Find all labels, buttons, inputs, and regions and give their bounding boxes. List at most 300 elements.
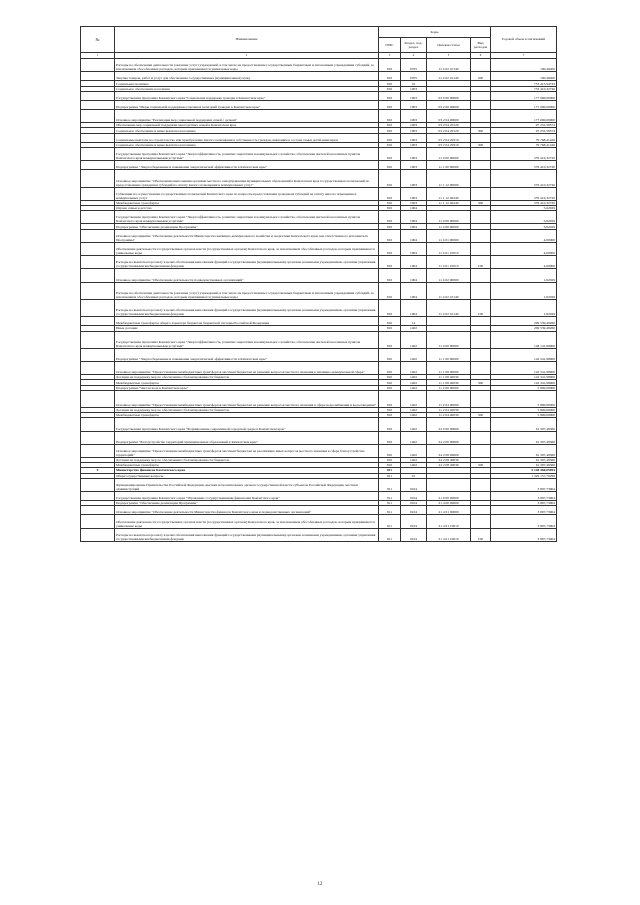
row-sum-cell: 61 397,49360 <box>491 458 557 463</box>
row-grbs-cell: 810 <box>379 81 401 86</box>
row-num-cell: 9 <box>81 468 115 473</box>
row-grbs-cell: 811 <box>379 478 401 491</box>
row-name-cell: Основное мероприятие "Предоставление межбюджетных трансфертов местным бюджетам на реализацию иных вопросов местного значения в сфере благоустройства территорий" <box>115 444 379 457</box>
row-num-cell <box>81 515 115 528</box>
table-row <box>81 72 557 81</box>
row-vid-cell: 500 <box>471 200 491 205</box>
row-sum-cell: 209 539,48260 <box>491 326 557 331</box>
row-grbs-cell: 810 <box>379 385 401 390</box>
row-grbs-cell: 811 <box>379 515 401 528</box>
table-row <box>81 282 557 299</box>
row-razdel-cell: 0705 <box>401 72 427 81</box>
table-row <box>81 491 557 500</box>
row-num-cell <box>81 187 115 200</box>
table-row <box>81 59 557 72</box>
row-vid-cell: 100 <box>471 256 491 269</box>
row-razdel-cell: 1402 <box>401 326 427 331</box>
row-num-cell <box>81 348 115 361</box>
table-row <box>81 161 557 170</box>
row-target-cell <box>427 317 471 326</box>
header-sum: Годовой объем ассигнований <box>491 27 557 53</box>
row-vid-cell <box>471 418 491 431</box>
row-target-cell: 21 4 01 10010 <box>427 515 471 528</box>
table-row <box>81 133 557 142</box>
row-target-cell: 11 0 00 00000 <box>427 211 471 224</box>
row-name-cell: Подпрограмма "Обеспечение реализации Программы" <box>115 224 379 229</box>
row-name-cell: Основное мероприятие "Обеспечение деятельности подведомственных организаций" <box>115 269 379 282</box>
row-name-cell: Субвенции на осуществление государственных полномочий Камчатского края по вопросам предоставления гражданам субсидий на оплату жилого помещения и коммунальных услуг <box>115 187 379 200</box>
row-target-cell: 11 2 04 00000 <box>427 390 471 407</box>
row-razdel-cell: 1004 <box>401 256 427 269</box>
row-target-cell: 21 4 01 00000 <box>427 506 471 515</box>
row-vid-cell <box>471 91 491 100</box>
row-grbs-cell: 810 <box>379 463 401 468</box>
colnum-4: 4 <box>401 53 427 59</box>
row-name-cell: Межбюджетные трансферты <box>115 200 379 205</box>
row-num-cell <box>81 431 115 444</box>
row-name-cell: Дотации на поддержку мер по обеспечению сбалансированности бюджетов <box>115 458 379 463</box>
row-num-cell <box>81 299 115 316</box>
row-name-cell: Дотации на поддержку мер по обеспечению сбалансированности бюджетов <box>115 375 379 380</box>
row-razdel-cell: 0104 <box>401 501 427 506</box>
row-sum-cell: 5 800,00000 <box>491 413 557 418</box>
colnum-6: 6 <box>471 53 491 59</box>
row-razdel-cell: 1004 <box>401 282 427 299</box>
row-grbs-cell: 810 <box>379 418 401 431</box>
row-target-cell: 11 4 02 00000 <box>427 269 471 282</box>
row-target-cell: 03 0 00 00000 <box>427 91 471 100</box>
row-sum-cell: 5,62029 <box>491 224 557 229</box>
row-vid-cell: 500 <box>471 380 491 385</box>
table-row <box>81 256 557 269</box>
row-razdel-cell: 1003 <box>401 91 427 100</box>
table-row <box>81 187 557 200</box>
row-name-cell: Подпрограмма "Меры социальной поддержки отдельных категорий граждан в Камчатском крае" <box>115 100 379 109</box>
budget-table <box>80 26 557 542</box>
row-num-cell <box>81 478 115 491</box>
row-target-cell: 11 1 08 40030 <box>427 375 471 380</box>
row-name-cell: Подпрограмма "Благоустройство территорий муниципальных образований в Камчатском крае" <box>115 431 379 444</box>
row-grbs-cell: 810 <box>379 362 401 375</box>
row-grbs-cell: 810 <box>379 133 401 142</box>
row-vid-cell <box>471 187 491 200</box>
row-vid-cell <box>471 147 491 160</box>
row-target-cell: 03 2 04 20120 <box>427 123 471 128</box>
row-num-cell <box>81 91 115 100</box>
row-grbs-cell: 811 <box>379 468 401 473</box>
row-sum-cell: 142 341,98900 <box>491 375 557 380</box>
row-vid-cell: 500 <box>471 463 491 468</box>
row-num-cell <box>81 211 115 224</box>
row-sum-cell: 190,49400 <box>491 59 557 72</box>
row-razdel-cell: 14 <box>401 317 427 326</box>
row-num-cell <box>81 331 115 348</box>
row-sum-cell: 148 141,98900 <box>491 331 557 348</box>
row-razdel-cell: 1402 <box>401 348 427 361</box>
table-row <box>81 242 557 255</box>
row-razdel-cell: 1402 <box>401 418 427 431</box>
row-razdel-cell: 01 <box>401 473 427 478</box>
row-razdel-cell: 1402 <box>401 375 427 380</box>
row-razdel-cell: 1402 <box>401 331 427 348</box>
row-name-cell: Социальные выплаты на строительство или приобретение жилого помещения в собственность граждан, имеющим в составе семьи детей-инвалидов <box>115 133 379 142</box>
row-name-cell: Социальное обеспечение и иные выплаты населению <box>115 128 379 133</box>
table-row <box>81 348 557 361</box>
row-target-cell: 03 2 04 00000 <box>427 110 471 123</box>
row-sum-cell: 4,00000 <box>491 256 557 269</box>
row-sum-cell: 4,00000 <box>491 229 557 242</box>
table-row <box>81 431 557 444</box>
row-num-cell <box>81 418 115 431</box>
row-grbs-cell: 810 <box>379 187 401 200</box>
row-vid-cell <box>471 242 491 255</box>
row-razdel-cell: 1003 <box>401 161 427 170</box>
row-sum-cell: 576 410,32720 <box>491 161 557 170</box>
row-target-cell: 03 2 00 00000 <box>427 100 471 109</box>
row-num-cell <box>81 256 115 269</box>
row-grbs-cell: 810 <box>379 348 401 361</box>
row-vid-cell <box>471 348 491 361</box>
row-sum-cell: 5,62029 <box>491 211 557 224</box>
row-name-cell: Социальная политика <box>115 81 379 86</box>
colnum-3: 3 <box>379 53 401 59</box>
row-vid-cell <box>471 362 491 375</box>
row-sum-cell: 61 397,49360 <box>491 463 557 468</box>
row-sum-cell: 5 800,00000 <box>491 390 557 407</box>
row-vid-cell <box>471 161 491 170</box>
row-grbs-cell: 810 <box>379 161 401 170</box>
row-vid-cell <box>471 390 491 407</box>
row-razdel-cell: 1003 <box>401 100 427 109</box>
row-num-cell <box>81 133 115 142</box>
row-sum-cell: 3 897,73904 <box>491 515 557 528</box>
row-razdel-cell: 1003 <box>401 128 427 133</box>
page-number: 12 <box>317 882 323 887</box>
row-grbs-cell: 810 <box>379 59 401 72</box>
row-name-cell: Межбюджетные трансферты общего характера бюджетам бюджетной системы Российской Федерации <box>115 317 379 326</box>
row-razdel-cell: 1003 <box>401 170 427 187</box>
row-num-cell <box>81 528 115 541</box>
budget-table-sheet <box>80 26 556 542</box>
row-num-cell <box>81 444 115 457</box>
row-num-cell <box>81 282 115 299</box>
row-grbs-cell: 810 <box>379 458 401 463</box>
row-vid-cell <box>471 478 491 491</box>
row-grbs-cell: 810 <box>379 200 401 205</box>
row-razdel-cell: 1003 <box>401 123 427 128</box>
row-name-cell: Иные дотации <box>115 326 379 331</box>
row-name-cell: Основное мероприятие "Предоставление межбюджетных трансфертов местным бюджетам на решение вопросов местного значения в жилищно-коммунальной сфере" <box>115 362 379 375</box>
row-sum-cell: 142 341,98900 <box>491 362 557 375</box>
table-row <box>81 362 557 375</box>
row-razdel-cell: 1402 <box>401 385 427 390</box>
row-name-cell: Государственная программа Камчатского края "Энергоэффективность, развитие энергетики и коммунального хозяйства, обеспечение жителей населенных пунктов Камчатского края коммунальными услугами" <box>115 331 379 348</box>
row-razdel-cell: 1004 <box>401 206 427 211</box>
row-grbs-cell: 811 <box>379 506 401 515</box>
row-name-cell: Министерство финансов Камчатского края <box>115 468 379 473</box>
row-name-cell: Расходы на выплаты персоналу в целях обеспечения выполнения функций государственными (муниципальными) органами, казенными учреждениями, органами управления государственными внебюджетными фондами <box>115 256 379 269</box>
row-target-cell: 03 2 04 20310 <box>427 142 471 147</box>
row-name-cell: Расходы на обеспечение деятельности (оказание услуг) учреждений, в том числе на предоставление государственным бюджетным и автономным учреждениям субсидий, за исключением обособленных расходов, которым присваиваются уникальные коды <box>115 282 379 299</box>
row-num-cell <box>81 100 115 109</box>
row-razdel-cell: 1402 <box>401 463 427 468</box>
row-sum-cell: 177 000,00000 <box>491 110 557 123</box>
row-target-cell: 11 0 00 00000 <box>427 147 471 160</box>
table-row <box>81 100 557 109</box>
row-name-cell: Расходы на выплаты персоналу в целях обеспечения выполнения функций государственными (муниципальными) органами, казенными учреждениями, органами управления государственными внебюджетными фондами <box>115 299 379 316</box>
row-razdel-cell: 1004 <box>401 211 427 224</box>
row-name-cell: Основное мероприятие "Предоставление межбюджетных трансфертов местным бюджетам на решение вопросов местного значения в сфере водоснабжения и водоотведения" <box>115 390 379 407</box>
row-name-cell: Социальное обеспечение населения <box>115 86 379 91</box>
row-target-cell: 24 0 00 00000 <box>427 418 471 431</box>
row-sum-cell: 177 000,00000 <box>491 100 557 109</box>
row-sum-cell: 576 410,32720 <box>491 170 557 187</box>
row-name-cell: Основное мероприятие "Обеспечение деятельности Министерства финансов Камчатского края и подведомственных организаций" <box>115 506 379 515</box>
row-grbs-cell: 811 <box>379 491 401 500</box>
row-sum-cell: 1,62029 <box>491 269 557 282</box>
header-codes: Коды <box>379 27 491 38</box>
table-row <box>81 211 557 224</box>
row-target-cell: 11 4 02 10140 <box>427 282 471 299</box>
row-name-cell: Закупка товаров, работ и услуг для обеспечения государственных (муниципальных) нужд <box>115 72 379 81</box>
table-row <box>81 444 557 457</box>
row-razdel-cell: 10 <box>401 81 427 86</box>
row-vid-cell <box>471 331 491 348</box>
row-sum-cell: 3 897,73904 <box>491 478 557 491</box>
table-row <box>81 170 557 187</box>
row-sum-cell: 177 000,00000 <box>491 91 557 100</box>
row-target-cell: 11 0 00 00000 <box>427 331 471 348</box>
row-grbs-cell: 810 <box>379 100 401 109</box>
row-grbs-cell: 810 <box>379 413 401 418</box>
table-row <box>81 91 557 100</box>
row-grbs-cell: 810 <box>379 206 401 211</box>
row-grbs-cell: 810 <box>379 128 401 133</box>
row-name-cell: Межбюджетные трансферты <box>115 380 379 385</box>
row-target-cell: 11 4 01 00000 <box>427 229 471 242</box>
row-target-cell: 03 2 04 20120 <box>427 128 471 133</box>
row-name-cell: Расходы на обеспечение деятельности (оказание услуг) учреждений, в том числе на предоставление государственным бюджетным и автономным учреждениям субсидий, за исключением обособленных расходов, которым присваиваются уникальные коды <box>115 59 379 72</box>
row-razdel-cell: 1402 <box>401 408 427 413</box>
row-vid-cell: 200 <box>471 72 491 81</box>
row-sum-cell: 3 897,73904 <box>491 501 557 506</box>
row-name-cell: Государственная программа Камчатского края "Социальная поддержка граждан в Камчатском крае" <box>115 91 379 100</box>
row-grbs-cell: 810 <box>379 317 401 326</box>
row-sum-cell: 79 768,41426 <box>491 142 557 147</box>
row-razdel-cell: 0104 <box>401 515 427 528</box>
row-vid-cell <box>471 491 491 500</box>
row-target-cell: 11 1 00 00000 <box>427 348 471 361</box>
row-grbs-cell: 810 <box>379 86 401 91</box>
row-target-cell: 24 2 08 00000 <box>427 444 471 457</box>
row-grbs-cell: 810 <box>379 331 401 348</box>
row-razdel-cell: 1003 <box>401 110 427 123</box>
row-grbs-cell: 810 <box>379 299 401 316</box>
row-razdel-cell: 1402 <box>401 458 427 463</box>
colnum-7: 7 <box>491 53 557 59</box>
row-name-cell: Основное мероприятие "Реализация мер социальной поддержки семей с детьми" <box>115 110 379 123</box>
row-vid-cell <box>471 170 491 187</box>
table-row <box>81 229 557 242</box>
row-grbs-cell: 810 <box>379 91 401 100</box>
row-grbs-cell: 810 <box>379 123 401 128</box>
header-vid: Вид расходов <box>471 38 491 53</box>
row-sum-cell: 5,62029 <box>491 206 557 211</box>
row-num-cell <box>81 170 115 187</box>
row-razdel-cell: 0104 <box>401 506 427 515</box>
row-vid-cell: 100 <box>471 528 491 541</box>
row-num-cell <box>81 269 115 282</box>
row-target-cell: 11 1 00 00000 <box>427 161 471 170</box>
row-name-cell: Межбюджетные трансферты <box>115 463 379 468</box>
row-num-cell <box>81 72 115 81</box>
row-target-cell: 11 1 12 40240 <box>427 200 471 205</box>
row-target-cell: 11 2 04 40030 <box>427 408 471 413</box>
table-header <box>81 27 557 59</box>
colnum-5: 5 <box>427 53 471 59</box>
row-sum-cell: 1 329 157,70299 <box>491 473 557 478</box>
row-razdel-cell: 1402 <box>401 390 427 407</box>
row-grbs-cell: 810 <box>379 390 401 407</box>
row-name-cell: Обеспечение деятельности государственных органов власти (государственных органов) Камчатского края, за исключением обособленных расходов, которым присваиваются уникальные коды <box>115 515 379 528</box>
row-num-cell <box>81 390 115 407</box>
row-target-cell: 21 4 00 00000 <box>427 501 471 506</box>
table-row <box>81 418 557 431</box>
row-grbs-cell: 810 <box>379 408 401 413</box>
row-razdel-cell: 1004 <box>401 224 427 229</box>
row-razdel-cell: 1003 <box>401 187 427 200</box>
row-grbs-cell: 810 <box>379 444 401 457</box>
row-vid-cell <box>471 282 491 299</box>
row-target-cell: 11 4 00 00000 <box>427 224 471 229</box>
row-vid-cell <box>471 431 491 444</box>
row-grbs-cell: 810 <box>379 431 401 444</box>
row-razdel-cell: 0104 <box>401 528 427 541</box>
row-sum-cell: 3 897,73904 <box>491 491 557 500</box>
row-num-cell <box>81 506 115 515</box>
row-vid-cell <box>471 100 491 109</box>
row-target-cell: 11 1 12 00000 <box>427 170 471 187</box>
row-razdel-cell: 1003 <box>401 147 427 160</box>
table-row <box>81 515 557 528</box>
row-sum-cell: 5 800,00000 <box>491 385 557 390</box>
row-vid-cell: 100 <box>471 299 491 316</box>
row-target-cell: 11 2 00 00000 <box>427 385 471 390</box>
row-name-cell: Подпрограмма "Обеспечение реализации Программы" <box>115 501 379 506</box>
row-grbs-cell: 810 <box>379 170 401 187</box>
row-sum-cell: 576 410,32720 <box>491 187 557 200</box>
header-name: Наименование <box>115 27 379 53</box>
row-target-cell: 11 1 08 40030 <box>427 380 471 385</box>
row-vid-cell <box>471 269 491 282</box>
row-grbs-cell: 810 <box>379 256 401 269</box>
row-razdel-cell: 1402 <box>401 380 427 385</box>
row-grbs-cell: 810 <box>379 242 401 255</box>
row-name-cell: Дотации на поддержку мер по обеспечению сбалансированности бюджетов <box>115 408 379 413</box>
row-target-cell: 11 4 01 10010 <box>427 242 471 255</box>
row-sum-cell: 61 397,49360 <box>491 431 557 444</box>
row-grbs-cell: 811 <box>379 473 401 478</box>
row-name-cell: Общегосударственные вопросы <box>115 473 379 478</box>
table-row <box>81 269 557 282</box>
row-sum-cell: 190,49400 <box>491 72 557 81</box>
row-sum-cell: 97 231,58574 <box>491 123 557 128</box>
row-vid-cell: 300 <box>471 128 491 133</box>
row-name-cell: Охрана семьи и детства <box>115 206 379 211</box>
row-vid-cell <box>471 133 491 142</box>
row-razdel-cell: 1402 <box>401 413 427 418</box>
row-vid-cell: 500 <box>471 413 491 418</box>
row-sum-cell: 753 410,32720 <box>491 86 557 91</box>
colnum-1: 1 <box>81 53 115 59</box>
row-target-cell: 11 4 01 10010 <box>427 256 471 269</box>
row-name-cell: Государственная программа Камчатского края "Формирование современной городской среды в Камчатском крае" <box>115 418 379 431</box>
row-sum-cell: 3 897,73904 <box>491 506 557 515</box>
row-sum-cell: 1,62029 <box>491 282 557 299</box>
row-razdel-cell: 0104 <box>401 491 427 500</box>
table-row <box>81 390 557 407</box>
row-target-cell: 11 4 02 10140 <box>427 72 471 81</box>
row-grbs-cell: 810 <box>379 142 401 147</box>
row-sum-cell: 97 231,58574 <box>491 128 557 133</box>
row-razdel-cell: 1003 <box>401 200 427 205</box>
row-name-cell: Социальное обеспечение и иные выплаты населению <box>115 142 379 147</box>
row-sum-cell: 142 341,98900 <box>491 348 557 361</box>
table-body <box>81 59 557 542</box>
header-razdel: Раздел, под-раздел <box>401 38 427 53</box>
row-vid-cell <box>471 317 491 326</box>
row-sum-cell: 576 410,32720 <box>491 200 557 205</box>
row-target-cell: 11 1 08 00000 <box>427 362 471 375</box>
row-target-cell: 11 4 02 10140 <box>427 59 471 72</box>
row-num-cell <box>81 491 115 500</box>
table-row <box>81 317 557 326</box>
row-sum-cell: 61 397,49360 <box>491 444 557 457</box>
row-grbs-cell: 810 <box>379 380 401 385</box>
row-num-cell <box>81 147 115 160</box>
row-razdel-cell: 1402 <box>401 362 427 375</box>
row-razdel-cell: 1004 <box>401 269 427 282</box>
row-razdel-cell: 1402 <box>401 431 427 444</box>
row-sum-cell: 3 897,73904 <box>491 528 557 541</box>
header-target: Целевая статья <box>427 38 471 53</box>
row-num-cell <box>81 229 115 242</box>
row-target-cell <box>427 478 471 491</box>
row-sum-cell: 79 768,41426 <box>491 133 557 142</box>
row-vid-cell <box>471 229 491 242</box>
row-razdel-cell: 1004 <box>401 242 427 255</box>
row-razdel-cell: 1003 <box>401 133 427 142</box>
row-grbs-cell: 811 <box>379 528 401 541</box>
row-target-cell: 21 4 01 10010 <box>427 528 471 541</box>
row-razdel-cell: 1003 <box>401 86 427 91</box>
row-grbs-cell: 810 <box>379 147 401 160</box>
row-name-cell: Подпрограмма "Энергосбережение и повышение энергетической эффективности в Камчатском крае" <box>115 348 379 361</box>
row-grbs-cell: 810 <box>379 326 401 331</box>
row-vid-cell <box>471 515 491 528</box>
row-name-cell: Подпрограмма "Чистая вода в Камчатском крае" <box>115 385 379 390</box>
row-name-cell: Обеспечение деятельности государственных органов власти (государственных органов) Камчатского края, за исключением обособленных расходов, которым присваиваются уникальные коды <box>115 242 379 255</box>
row-grbs-cell: 810 <box>379 224 401 229</box>
row-sum-cell: 4,00000 <box>491 242 557 255</box>
row-vid-cell: 300 <box>471 142 491 147</box>
table-row <box>81 110 557 123</box>
row-name-cell: Государственная программа Камчатского края "Энергоэффективность, развитие энергетики и коммунального хозяйства, обеспечение жителей населенных пунктов Камчатского края коммунальными услугами" <box>115 147 379 160</box>
row-grbs-cell: 810 <box>379 72 401 81</box>
row-vid-cell <box>471 59 491 72</box>
row-sum-cell: 5 800,00000 <box>491 408 557 413</box>
row-target-cell: 11 4 02 10140 <box>427 299 471 316</box>
